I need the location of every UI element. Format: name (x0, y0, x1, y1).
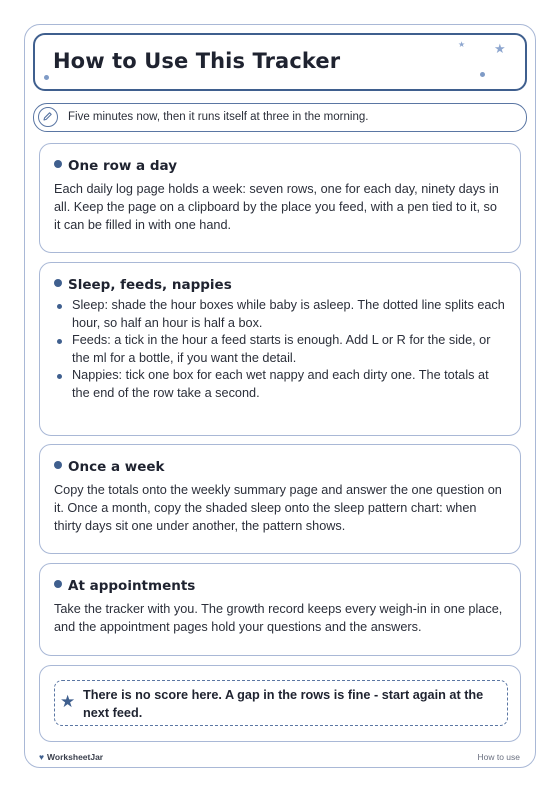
list-item-text: Nappies: tick one box for each wet nappy and each dirty one. The totals at the end of the row take a second. (72, 368, 489, 400)
section-bullet (54, 580, 62, 588)
list-bullet (57, 339, 62, 344)
star-icon: ★ (60, 692, 76, 711)
note-callout (54, 680, 508, 726)
footer-page-label: How to use (477, 752, 520, 762)
list-item-text: Sleep: shade the hour boxes while baby is asleep. The dotted line splits each hour, so half an hour is half a box. (72, 298, 505, 330)
star-decoration-icon: ★ (458, 40, 466, 49)
list-item (54, 297, 506, 332)
note-text: There is no score here. A gap in the rows is fine - start again at the next feed. (83, 688, 484, 720)
footer-brand (39, 752, 103, 762)
section-bullet (54, 160, 62, 168)
section-heading: Once a week (68, 459, 165, 475)
brand-name: WorksheetJar (47, 752, 104, 762)
dot-decoration (44, 75, 49, 80)
section-body: Take the tracker with you. The growth record keeps every weigh-in in one place, and the appointment pages hold your questions and the answers. (54, 602, 503, 634)
note-card (39, 665, 521, 742)
list-item (54, 367, 506, 402)
section-card-one-row (39, 143, 521, 253)
list-item-text: Feeds: a tick in the hour a feed starts is enough. Add L or R for the side, or the ml for a bottle, if you want the detail. (72, 333, 491, 365)
section-bullet (54, 461, 62, 469)
list-item (54, 332, 506, 367)
section-heading: Sleep, feeds, nappies (68, 277, 232, 293)
star-decoration-icon: ★ (494, 41, 506, 56)
section-body: Each daily log page holds a week: seven rows, one for each day, ninety days in all. Keep the page on a clipboard by the place you feed, with a pen tied to it, so it can be filled in with one hand. (54, 182, 499, 232)
page-title: How to Use This Tracker (53, 49, 341, 73)
list-bullet (57, 374, 62, 379)
section-card-once-a-week (39, 444, 521, 554)
subtitle-bar (33, 103, 527, 132)
section-heading: At appointments (68, 578, 196, 594)
section-body: Copy the totals onto the weekly summary page and answer the one question on it. Once a month, copy the shaded sleep onto the sleep pattern chart: when thirty days sit one under another, the pattern shows. (54, 483, 502, 533)
heart-icon: ♥ (39, 752, 45, 762)
section-card-sleep-feeds (39, 262, 521, 436)
title-box (33, 33, 527, 91)
section-list (54, 297, 506, 402)
list-bullet (57, 304, 62, 309)
dot-decoration (480, 72, 485, 77)
section-heading: One row a day (68, 158, 178, 174)
subtitle-text: Five minutes now, then it runs itself at three in the morning. (68, 111, 369, 123)
pencil-icon (38, 107, 58, 127)
section-card-appointments (39, 563, 521, 656)
section-bullet (54, 279, 62, 287)
